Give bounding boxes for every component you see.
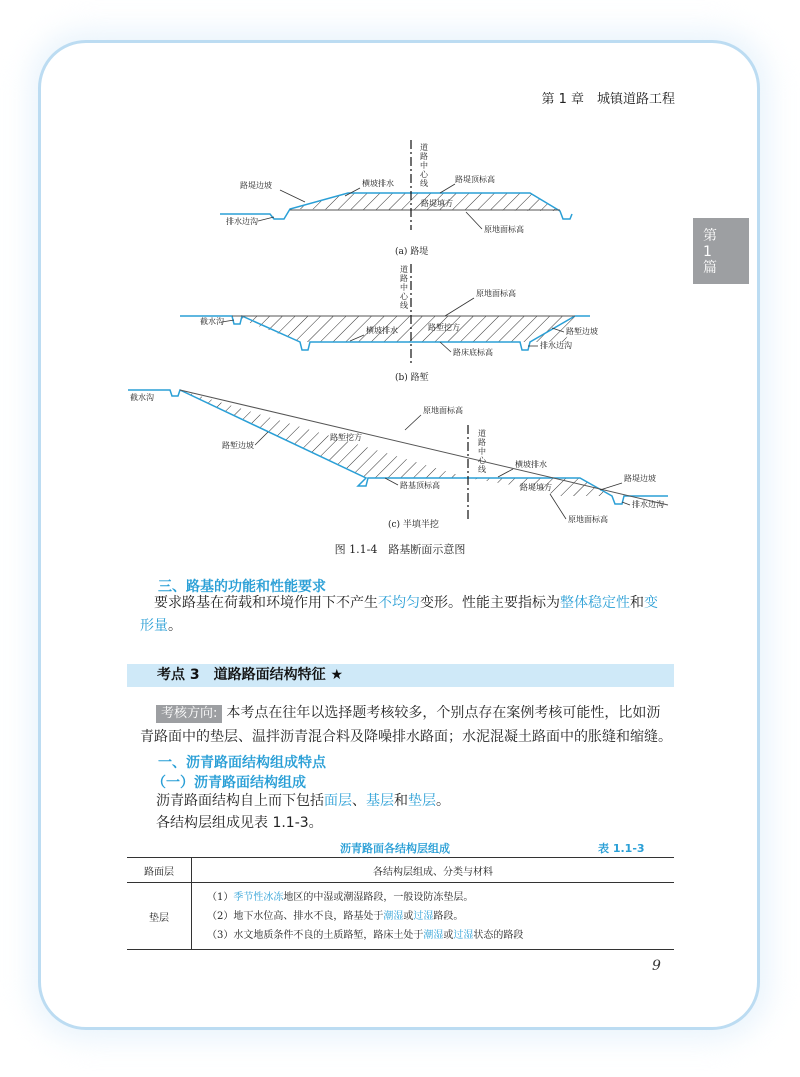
keyword: 基层: [366, 793, 394, 809]
subfigure-label-b: (b) 路堑: [395, 373, 429, 383]
text-run: （2）地下水位高、排水不良，路基处于: [207, 910, 384, 922]
text-run: 或: [403, 910, 414, 922]
exam-direction-tag: 考核方向:: [156, 705, 222, 723]
keyword: 整体稳定性: [560, 595, 630, 611]
label-intercept-ditch: 截水沟: [130, 393, 154, 402]
table-cell-items: [192, 883, 675, 950]
table-row: [127, 883, 674, 950]
keyword: 潮湿: [423, 929, 444, 941]
keyword: 垫层: [408, 793, 436, 809]
page-number: 9: [652, 958, 661, 974]
text-run: 。: [436, 793, 450, 809]
cut-area: [180, 390, 468, 478]
body-line: 各结构层组成见表 1.1-3。: [156, 815, 323, 831]
text-run: 、: [352, 793, 366, 809]
subfigure-label-a: (a) 路堤: [395, 247, 429, 257]
table-header: 各结构层组成、分类与材料: [192, 858, 675, 883]
label-fill-slope: 路堤边坡: [624, 474, 656, 483]
label-ground: 原地面标高: [423, 406, 463, 415]
label-ditch: 排水边沟: [540, 341, 572, 350]
cutting-diagram: [180, 264, 598, 383]
part-tab-line: 篇: [703, 260, 717, 276]
keyword: 过湿: [453, 929, 474, 941]
keyword: 潮湿: [383, 910, 404, 922]
text-run: 和: [394, 793, 408, 809]
figure-caption: 图 1.1-4 路基断面示意图: [334, 543, 466, 556]
label-slope: 路堤边坡: [240, 181, 272, 190]
label-bed: 路床底标高: [453, 348, 493, 357]
table-item: [193, 888, 673, 907]
exam-direction-cont: 青路面中的垫层、温拌沥青混合料及降噪排水路面；水泥混凝土路面中的胀缝和缩缝。: [140, 729, 672, 745]
label-cut: 路堑挖方: [330, 433, 362, 442]
keyword: 形量: [140, 618, 168, 634]
keyword: 过湿: [413, 910, 434, 922]
center-line-label: 道 路 中 心 线: [420, 143, 428, 188]
subfigure-label-c: (c) 半填半挖: [388, 520, 439, 530]
section-heading: 三、路基的功能和性能要求: [158, 579, 326, 595]
label-cross-drain: 横坡排水: [362, 179, 394, 188]
label-top-elevation: 路堤顶标高: [455, 175, 495, 184]
text-run: 路段。: [433, 910, 464, 922]
label-fill: 路堤填方: [520, 483, 552, 492]
table-header: 路面层: [127, 858, 192, 883]
subsubsection-heading: （一）沥青路面结构组成: [152, 775, 306, 791]
text-run: 和: [630, 595, 644, 611]
section-paragraph-cont: [140, 613, 680, 639]
text-run: 要求路基在荷载和环境作用下不产生: [154, 595, 378, 611]
label-ground: 原地面标高: [476, 289, 516, 298]
label-base-top: 路基顶标高: [400, 481, 440, 490]
label-ground-2: 原地面标高: [568, 515, 608, 524]
cut-area: [232, 316, 575, 342]
label-intercept-ditch: 截水沟: [200, 317, 224, 326]
text-run: 状态的路段: [473, 929, 524, 941]
part-tab-line: 1: [703, 244, 712, 260]
text-run: （1）: [207, 891, 234, 903]
label-ditch: 排水边沟: [226, 217, 258, 226]
structure-table: [127, 857, 674, 950]
exam-point-banner: 考点 3 道路路面结构特征 ★: [127, 664, 674, 687]
text-run: 或: [443, 929, 454, 941]
table-number: 表 1.1-3: [598, 842, 645, 855]
text-run: 变形。性能主要指标为: [420, 595, 560, 611]
center-line-label: 道 路 中 心 线: [478, 429, 486, 474]
label-cut: 路堑挖方: [428, 323, 460, 332]
exam-direction: [156, 700, 676, 726]
keyword: 面层: [324, 793, 352, 809]
table-item: [193, 907, 673, 926]
keyword: 季节性冰冻: [233, 891, 284, 903]
table-item: [193, 926, 673, 945]
table-cell-layer: 垫层: [127, 883, 192, 950]
table-title: 沥青路面各结构层组成: [340, 842, 450, 855]
label-ditch: 排水边沟: [632, 500, 664, 509]
label-cut-slope: 路堑边坡: [222, 441, 254, 450]
text-run: 地区的中湿或潮湿路段，一般设防冻垫层。: [283, 891, 474, 903]
half-fill-half-cut-diagram: [128, 390, 668, 530]
label-fill: 路堤填方: [421, 199, 453, 208]
part-tab-line: 第: [703, 228, 717, 244]
text-run: 本考点在往年以选择题考核较多，个别点存在案例考核可能性，比如沥: [226, 705, 661, 721]
center-line-label: 道 路 中 心 线: [400, 265, 408, 310]
embankment-diagram: [220, 140, 572, 257]
keyword: 不均匀: [378, 595, 420, 611]
table-header-row: [127, 858, 674, 883]
label-slope: 路堑边坡: [566, 327, 598, 336]
label-ground: 原地面标高: [484, 225, 524, 234]
running-head: 第 1 章 城镇道路工程: [541, 92, 675, 107]
text-run: 。: [168, 618, 182, 634]
text-run: （3）水文地质条件不良的土质路堑，路床土处于: [207, 929, 424, 941]
label-cross-drain: 横坡排水: [515, 460, 547, 469]
text-run: 沥青路面结构自上而下包括: [156, 793, 324, 809]
subsection-heading: 一、沥青路面结构组成特点: [158, 755, 326, 771]
label-cross-drain: 横坡排水: [366, 326, 398, 335]
keyword: 变: [644, 595, 658, 611]
